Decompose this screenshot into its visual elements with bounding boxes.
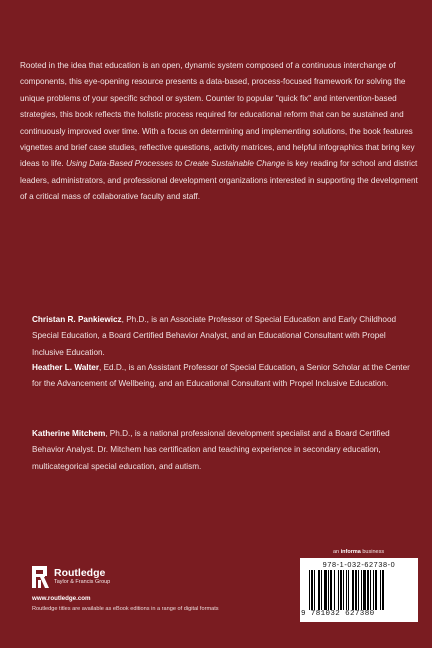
barcode-bars	[309, 570, 413, 610]
isbn-top-text: 978-1-032-62738-0	[322, 560, 396, 569]
author-bio-text: , Ed.D., is an Assistant Professor of Special Education, a Senior Scholar at the Center for the Advancement of Wellbeing, and an Educational Consultant with Propel Inclusive Education.	[32, 363, 410, 389]
barcode-bar	[373, 570, 374, 610]
routledge-logo	[32, 566, 272, 588]
barcode-bar	[363, 570, 366, 610]
isbn-bottom-text: 9 781032 627380	[301, 610, 375, 618]
author-bio-3	[32, 426, 412, 475]
barcode-bar	[318, 570, 320, 610]
informa-prefix: an	[333, 549, 341, 555]
barcode-bar	[355, 570, 357, 610]
barcode-bar	[367, 570, 369, 610]
barcode-bar	[348, 570, 349, 610]
barcode-bar	[340, 570, 342, 610]
barcode-bar	[346, 570, 347, 610]
barcode-bar	[321, 570, 322, 610]
author-bio-2	[32, 360, 412, 393]
publisher-group: Taylor & Francis Group	[54, 579, 111, 585]
publisher-block	[32, 566, 272, 602]
isbn-barcode	[300, 558, 418, 622]
barcode-bar	[338, 570, 339, 610]
barcode-bar	[324, 570, 327, 610]
barcode-bar	[361, 570, 362, 610]
ebook-note: Routledge titles are available as eBook editions in a range of digital formats	[32, 606, 219, 612]
description-text: Rooted in the idea that education is an open, dynamic system composed of a continuous interchange of components, this eye-opening resource presents a data-based, process-focused framework for solving the unique problems of your specific school or system. Counter to popular "quick fix" and intervention-based strategies, this book reflects the holistic process required for educational reform that can be sustained and continuously improved over time. With a focus on determining and implementing solutions, the book features vignettes and brief case studies, reflective questions, activity matrices, and helpful infographics that bring key ideas to life.	[20, 61, 415, 169]
barcode-bar	[352, 570, 354, 610]
author-bio-text: , Ph.D., is a national professional development specialist and a Board Certified Behavior Analyst. Dr. Mitchem has certification and teaching experience in secondary education, multicategorical special education, and autism.	[32, 429, 390, 471]
book-description	[20, 58, 420, 206]
routledge-r-icon	[32, 566, 49, 588]
informa-tagline	[333, 549, 384, 555]
barcode-bar	[343, 570, 344, 610]
author-name: Heather L. Walter	[32, 363, 100, 372]
barcode-bar	[370, 570, 371, 610]
author-name: Katherine Mitchem	[32, 429, 106, 438]
author-bio-text: , Ph.D., is an Associate Professor of Special Education and Early Childhood Special Education, a Board Certified Behavior Analyst, and an Educational Consultant with Propel Inclusive Education.	[32, 315, 397, 357]
barcode-bar	[375, 570, 377, 610]
barcode-bar	[380, 570, 381, 610]
barcode-bar	[314, 570, 315, 610]
barcode-bar	[358, 570, 359, 610]
barcode-bar	[311, 570, 313, 610]
description-block	[20, 58, 420, 206]
author-bio-1	[32, 312, 412, 361]
informa-brand: informa	[340, 549, 361, 555]
author-name: Christan R. Pankiewicz	[32, 315, 122, 324]
publisher-website[interactable]: www.routledge.com	[32, 595, 91, 602]
barcode-bar	[309, 570, 310, 610]
publisher-name: Routledge	[54, 567, 106, 579]
informa-suffix: business	[360, 549, 385, 555]
barcode-bar	[382, 570, 384, 610]
barcode-bar	[330, 570, 332, 610]
book-title-italic: Using Data-Based Processes to Create Sustainable Change	[65, 159, 285, 169]
barcode-bar	[334, 570, 335, 610]
barcode-bar	[328, 570, 329, 610]
description-text-end: is key reading for school and district leaders, administrators, and professional development organizations interested in supporting the development of a critical mass of collaborative faculty and staff.	[20, 159, 418, 202]
